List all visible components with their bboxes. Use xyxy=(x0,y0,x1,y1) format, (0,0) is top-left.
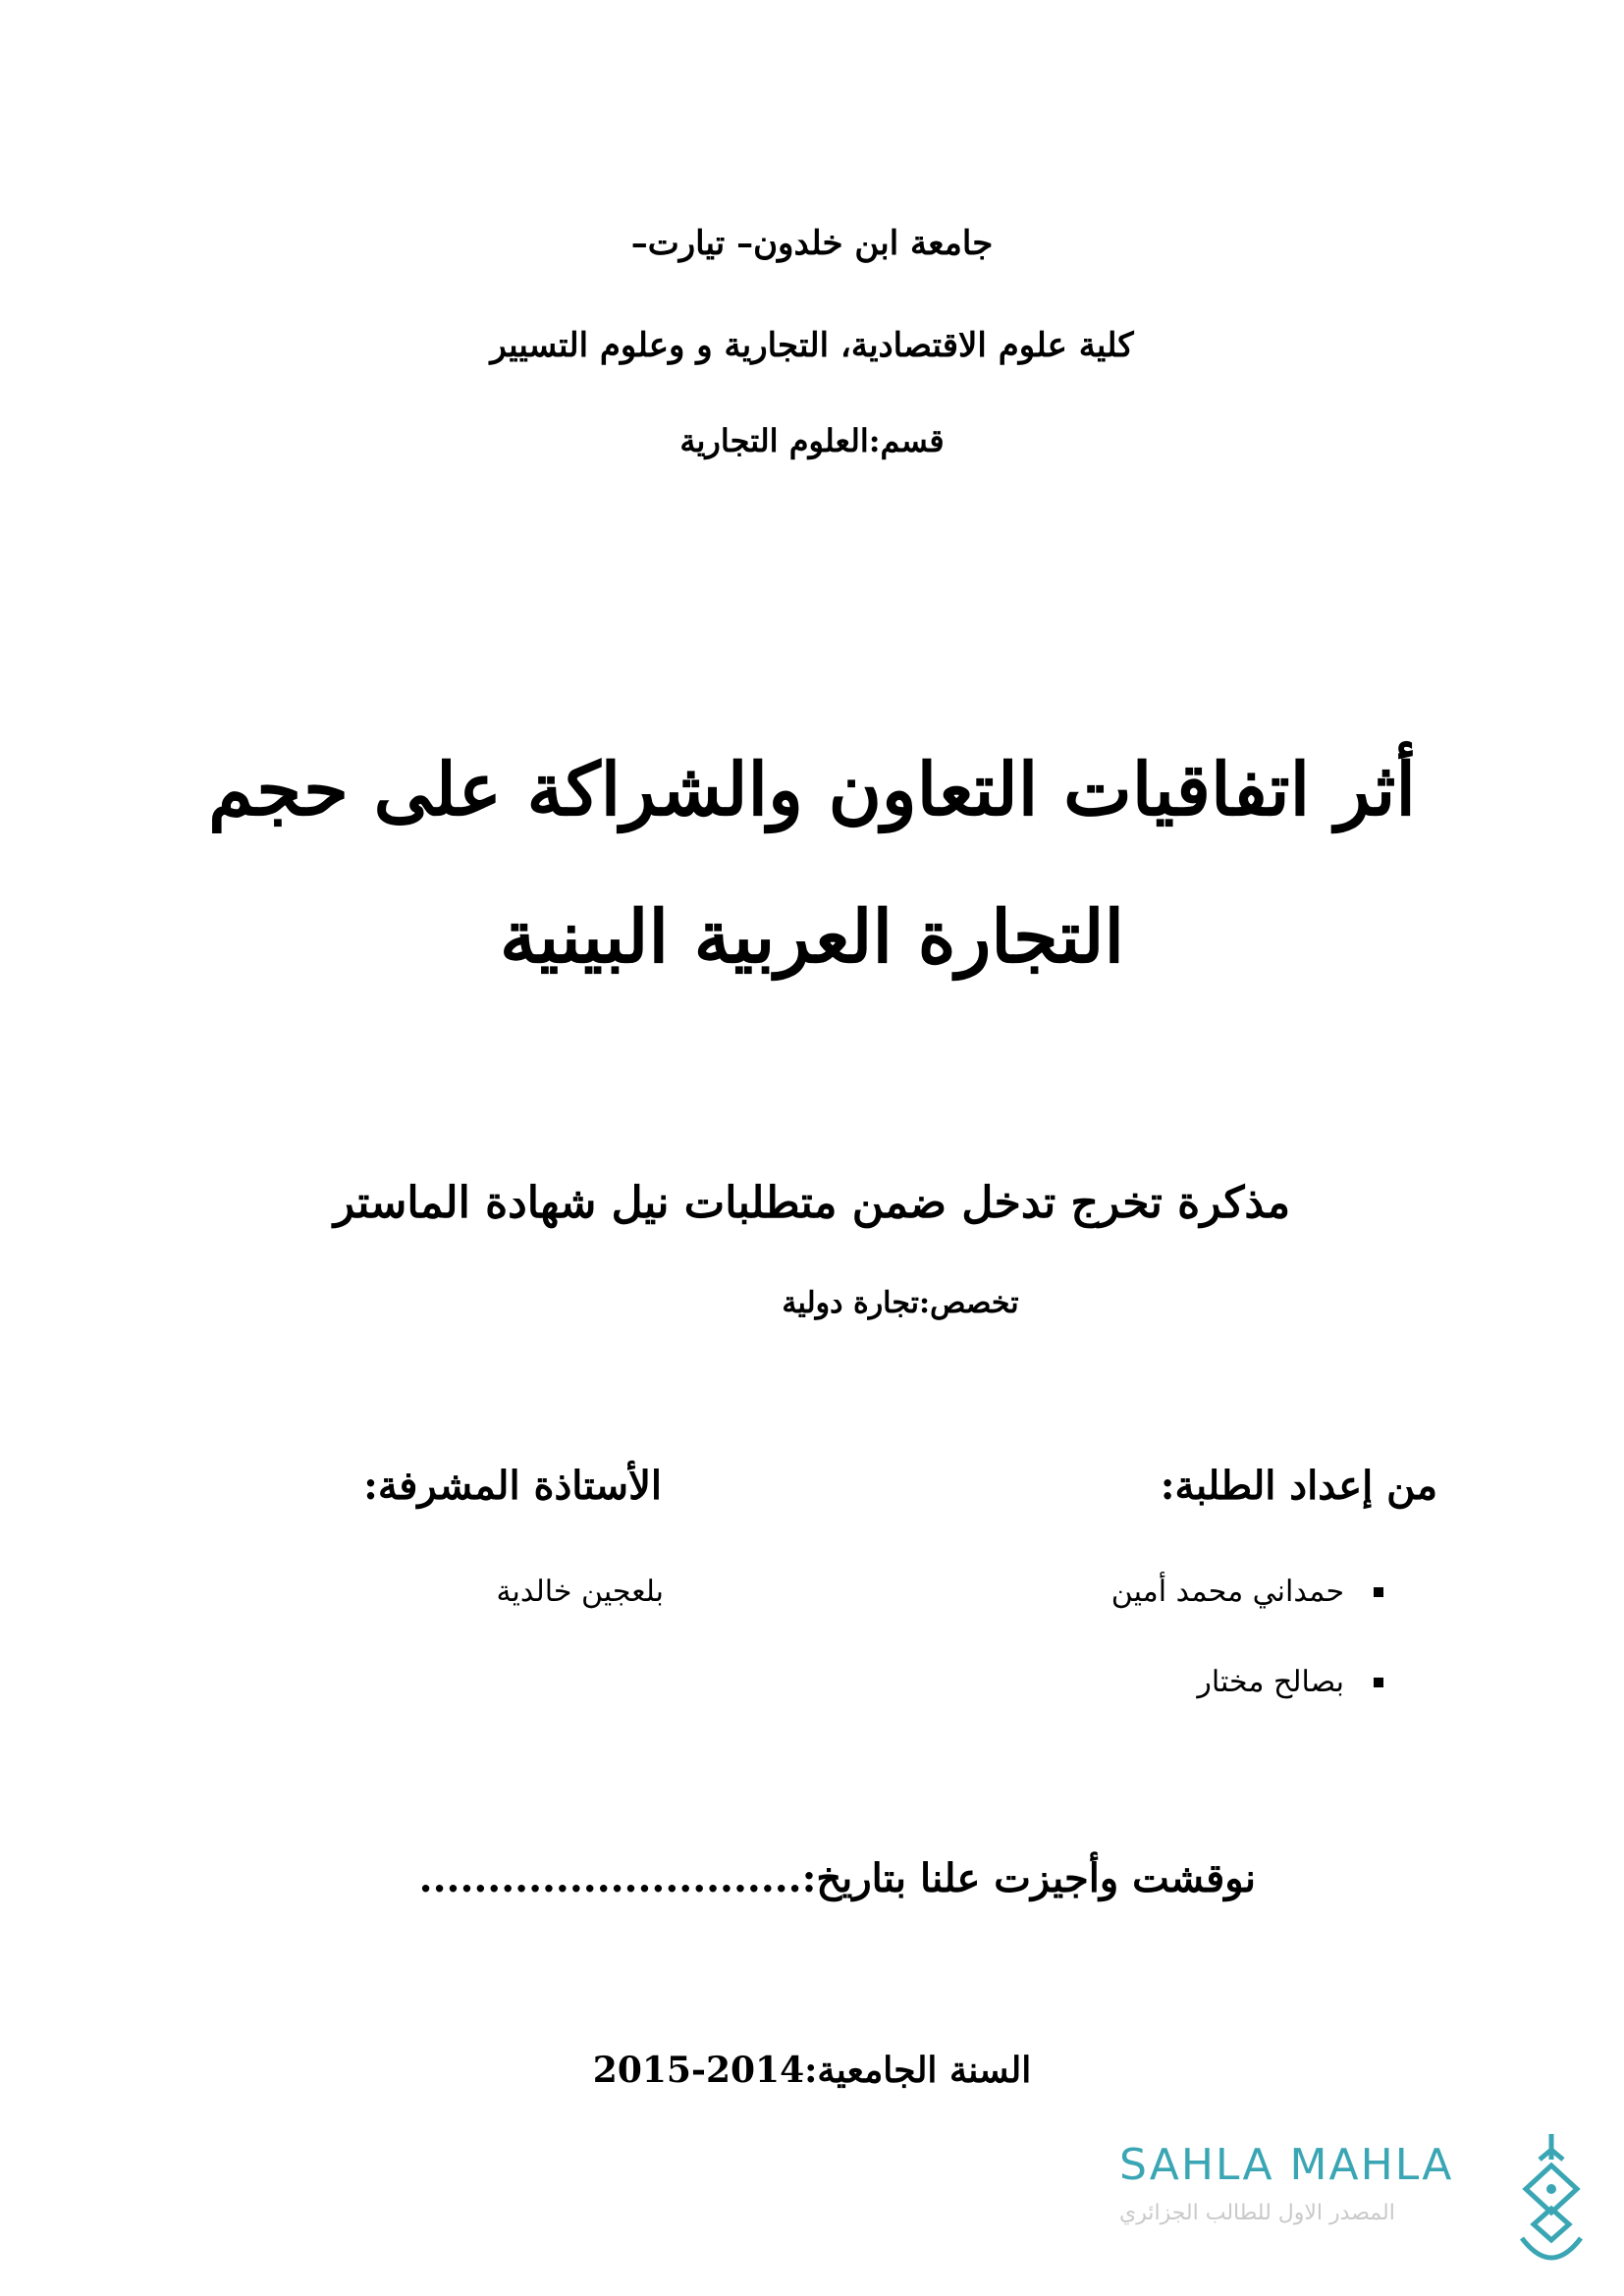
memo-description: مذكرة تخرج تدخل ضمن متطلبات نيل شهادة الماستر xyxy=(333,1178,1291,1228)
supervisor-name: بلعجين خالدية xyxy=(496,1575,664,1609)
specialty: تخصص:تجارة دولية xyxy=(782,1286,1019,1320)
faculty-name: كلية علوم الاقتصادية، التجارية و وعلوم التسيير xyxy=(490,326,1134,365)
students-heading: من إعداد الطلبة: xyxy=(1160,1463,1437,1509)
thesis-title-line-1: أثر اتفاقيات التعاون والشراكة على حجم xyxy=(208,748,1416,832)
thesis-title xyxy=(147,717,1477,1011)
university-name: جامعة ابن خلدون– تيارت– xyxy=(630,224,994,263)
watermark-emblem-icon xyxy=(1512,2130,1591,2268)
thesis-title-line-2: التجارة العربية البينية xyxy=(499,895,1125,980)
student-item xyxy=(1111,1575,1383,1609)
bullet-icon xyxy=(1374,1678,1383,1687)
discussion-date-line: نوقشت وأجيزت علنا بتاريخ:............................ xyxy=(418,1855,1256,1901)
student-item xyxy=(1197,1665,1383,1699)
student-name: بصالح مختار xyxy=(1197,1665,1344,1699)
academic-year: السنة الجامعية:2014-2015 xyxy=(592,2050,1032,2091)
student-name: حمداني محمد أمين xyxy=(1110,1575,1344,1609)
bullet-icon xyxy=(1374,1587,1383,1597)
department-name: قسم:العلوم التجارية xyxy=(679,422,945,459)
watermark-tagline: المصدر الاول للطالب الجزائري xyxy=(1119,2201,1395,2225)
supervisor-heading: الأستاذة المشرفة: xyxy=(363,1463,662,1509)
watermark-name: SAHLA MAHLA xyxy=(1119,2140,1454,2190)
watermark-logo xyxy=(1119,2130,1591,2268)
